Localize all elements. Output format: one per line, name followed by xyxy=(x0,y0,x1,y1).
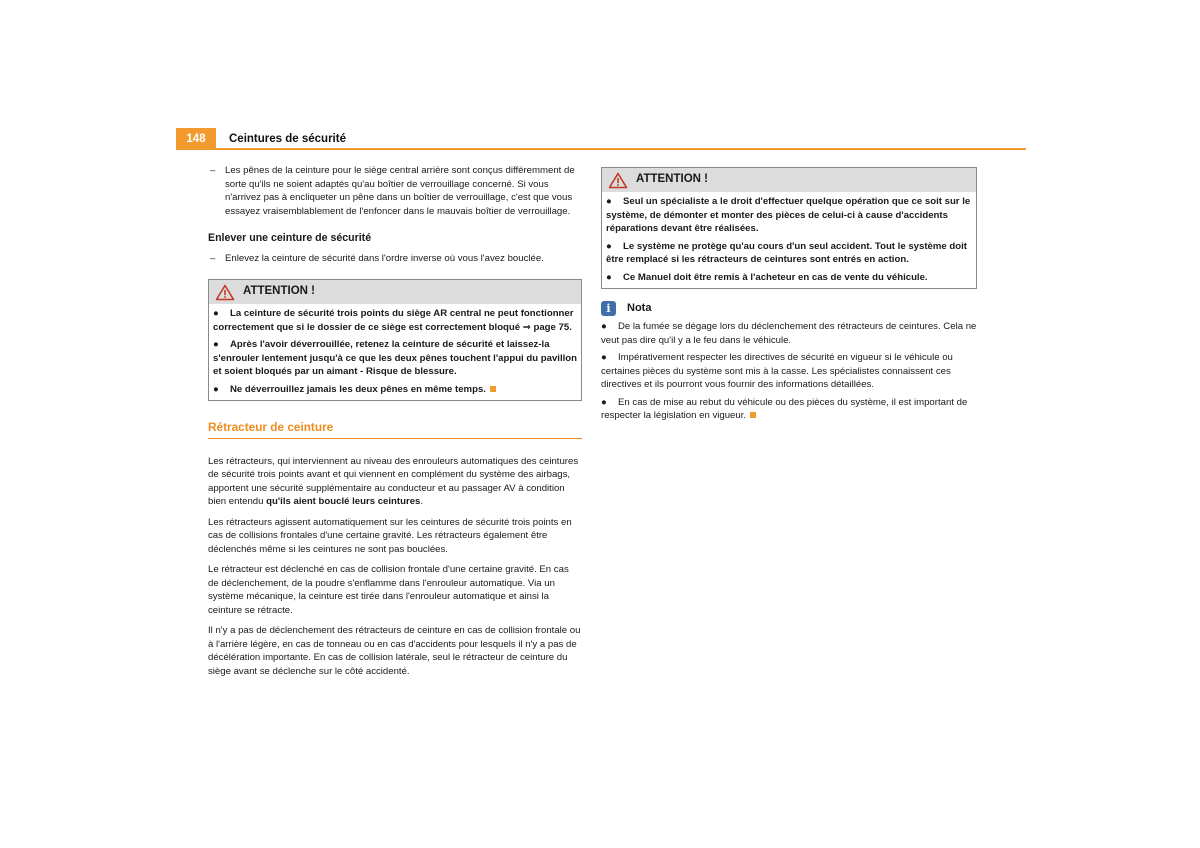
nota-item-text: Impérativement respecter les directives de sécurité en vigueur si le véhicule ou certaines pièces du système sont mis à la casse. Les spécialistes connaissent ces directives et ils pourront vous fournir des informations détaillées. xyxy=(601,352,953,390)
page-number: 148 xyxy=(176,128,216,150)
warning-title: ATTENTION ! xyxy=(243,285,315,298)
dash-paragraph-2 xyxy=(208,252,582,266)
body-paragraph-end: . xyxy=(420,496,424,507)
warning-triangle-icon xyxy=(215,284,235,301)
bullet-marker: ● xyxy=(601,396,607,408)
warning-item xyxy=(213,383,577,397)
dash-paragraph-text: Les pênes de la ceinture pour le siège central arrière sont conçus différemment de sorte qu'ils ne soient adaptés qu'au boîtier de verrouillage concerné. Si vous n'arrivez pas à encliqueter un pêne dans un boîtier de verrouillage, c'est que vous essayez vraisemblablement de l'enfoncer dans le mauvais boîtier de verrouillage. xyxy=(225,165,575,217)
nota-item-text: De la fumée se dégage lors du déclenchement des rétracteurs de ceintures. Cela ne veut pas dire qu'il y a le feu dans le véhicule. xyxy=(601,321,977,346)
nota-item xyxy=(601,396,977,423)
bullet-marker: ● xyxy=(213,383,219,395)
warning-item xyxy=(213,338,577,379)
nota-item xyxy=(601,320,977,347)
end-square-icon xyxy=(490,386,496,392)
warning-box xyxy=(208,279,582,401)
warning-item xyxy=(213,307,577,334)
body-paragraph-text: Les rétracteurs, qui interviennent au niveau des enrouleurs automatiques des ceintures de sécurité trois points avant et qui viennent en complément du système des airbags, apportent une sécurité supplémentaire au conducteur et au passager AV à condition bien entendu xyxy=(208,455,579,507)
warning-item-text: Ne déverrouillez jamais les deux pênes en même temps. xyxy=(230,383,486,395)
warning-body xyxy=(602,192,976,288)
warning-item xyxy=(606,271,972,285)
warning-item-text: Seul un spécialiste a le droit d'effectuer quelque opération que ce soit sur le système, de démonter et monter des pièces de celui-ci à cause d'accidents réparations devant être réalisées. xyxy=(606,196,971,234)
warning-item-text: La ceinture de sécurité trois points du siège AR central ne peut fonctionner correctement que si le dossier de ce siège est correctement bloqué ⇒ page 75. xyxy=(213,308,574,333)
body-paragraph: Les rétracteurs agissent automatiquement sur les ceintures de sécurité trois points en cas de collisions frontales d'une certaine gravité. Les rétracteurs également être déclenchés même si les ceintures ne sont pas bouclées. xyxy=(208,516,572,555)
warning-box xyxy=(601,167,977,289)
section-title: Rétracteur de ceinture xyxy=(208,421,582,439)
bullet-marker: ● xyxy=(601,321,607,332)
warning-header xyxy=(209,280,581,304)
warning-title: ATTENTION ! xyxy=(636,173,708,186)
dash-paragraph-2-text: Enlevez la ceinture de sécurité dans l'ordre inverse où vous l'avez bouclée. xyxy=(225,252,544,264)
right-column xyxy=(601,164,977,427)
warning-item xyxy=(606,195,972,236)
header-rule xyxy=(216,148,1026,150)
bullet-marker: ● xyxy=(606,196,612,207)
body-paragraph-bold: qu'ils aient bouclé leurs ceintures xyxy=(266,496,421,507)
page-title: Ceintures de sécurité xyxy=(229,133,346,145)
nota-header xyxy=(601,301,977,316)
dash-marker: – xyxy=(210,165,216,176)
warning-item-text: Ce Manuel doit être remis à l'acheteur en cas de vente du véhicule. xyxy=(623,271,928,283)
body-paragraph: Il n'y a pas de déclenchement des rétracteurs de ceinture en cas de collision frontale ou à l'arrière légère, en cas de tonneau ou en cas d'accidents pour lesquels il n'y a pas de décélération importante. En cas de collision latérale, seul le rétracteur de ceinture du siège avant se déclenche sur le côté accidenté. xyxy=(208,625,581,677)
dash-paragraph xyxy=(208,164,582,218)
end-square-icon xyxy=(750,412,756,418)
nota-title: Nota xyxy=(627,301,652,314)
body-paragraph: Le rétracteur est déclenché en cas de collision frontale d'une certaine gravité. En cas de déclenchement, de la poudre s'enflamme dans l'enrouleur automatique. Via un système mécanique, la ceinture est tirée dans l'enrouleur automatique et ainsi la ceinture se rétracte. xyxy=(208,564,569,616)
warning-body xyxy=(209,304,581,400)
dash-marker: – xyxy=(210,252,216,264)
nota-item-text: En cas de mise au rebut du véhicule ou des pièces du système, il est important de respecter la législation en vigueur. xyxy=(601,396,968,421)
bullet-marker: ● xyxy=(213,308,219,319)
warning-item xyxy=(606,240,972,267)
info-icon: i xyxy=(601,301,616,316)
bullet-marker: ● xyxy=(606,271,612,283)
warning-item-text: Après l'avoir déverrouillée, retenez la ceinture de sécurité et laissez-la s'enrouler lentement jusqu'à ce que les deux pênes touchent l'appui du pavillon et soient bloqués par un aimant - Risque de blessure. xyxy=(213,339,578,377)
body-paragraph xyxy=(208,455,582,509)
bullet-marker: ● xyxy=(606,240,612,252)
warning-item-text: Le système ne protège qu'au cours d'un seul accident. Tout le système doit être remplacé si les rétracteurs de ceintures sont entrés en action. xyxy=(606,240,967,265)
warning-triangle-icon xyxy=(608,172,628,189)
left-column xyxy=(208,164,582,685)
subheading: Enlever une ceinture de sécurité xyxy=(208,232,372,244)
bullet-marker: ● xyxy=(601,352,607,363)
nota-item xyxy=(601,351,977,392)
bullet-marker: ● xyxy=(213,339,219,350)
warning-header xyxy=(602,168,976,192)
